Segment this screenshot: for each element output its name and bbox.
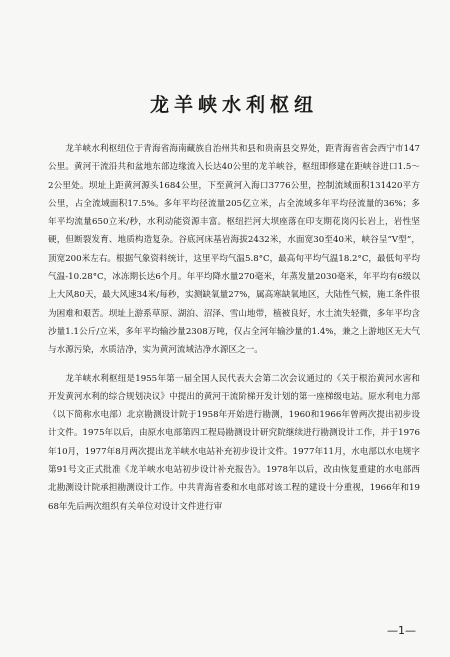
paragraph-planning-history: 龙羊峡水利枢纽是1955年第一届全国人民代表大会第二次会议通过的《关于根治黄河水害和开发黄河水利的综合规划决议》中提出的黄河干流阶梯开发计划的第一座梯级电站。原水利电力部（以下简称水电部）北京勘测设计院于1958年开始进行勘测，1960和1966年曾两次提出初步设计文件。1975年以后，由原水电部第四工程局勘测设计研究院继续进行勘测设计工作，并于1976年10月，1977年8月两次提出龙羊峡水电站补充初步设计文件。1977年11月，水电部以水电规字第91号文正式批准《龙羊峡水电站初步设计补充报告》。1978年以后，改由恢复重建的水电部西北勘测设计院承担勘测设计工作。中共青海省委和水电部对该工程的建设十分重视，1966年和1968年先后两次组织有关单位对设计文件进行审 [48, 373, 420, 512]
document-title: 龙羊峡水利枢纽 [149, 94, 318, 116]
paragraph-location-and-hydrology: 龙羊峡水利枢纽位于青海省海南藏族自治州共和县和贵南县交界处，距青海省省会西宁市147公里。黄河干流沿共和盆地东部边缘流入长达40公里的龙羊峡谷，枢纽即修建在距峡谷进口1.5～2公里处。坝址上距黄河源头1684公里，下至黄河入海口3776公里，控制流域面积131420平方公里，占全流域面积17.5%。多年平均径流量205亿立米，占全流域多年平均径流量的36%；多年平均流量650立米/秒，水利动能资源丰富。枢纽拦河大坝座落在印支期花岗闪长岩上，岩性坚硬，但断裂发育、地质构造复杂。谷底河床基岩海拔2432米，水面宽30至40米，峡谷呈“V型”，顶宽200米左右。根据气象资料统计，这里平均气温5.8°C，最高旬平均气温18.2°C，最低旬平均气温-10.28°C，冰冻期长达6个月。年平均降水量270毫米，年蒸发量2030毫米，年平均有6级以上大风80天，最大风速34米/每秒，实测缺氧量27%，属高寒缺氧地区，大陆性气候，施工条件很为困难和艰苦。坝址上游系草原、湖泊、沼泽、雪山地带，植被良好，水土流失轻微，多年平均含沙量1.1公斤/立米，多年平均输沙量2308万吨，仅占全河年输沙量的1.4%，兼之上游地区无大气与水源污染，水质洁净，实为黄河流域洁净水源区之一。 [48, 144, 420, 356]
page-number: —1— [387, 624, 416, 637]
